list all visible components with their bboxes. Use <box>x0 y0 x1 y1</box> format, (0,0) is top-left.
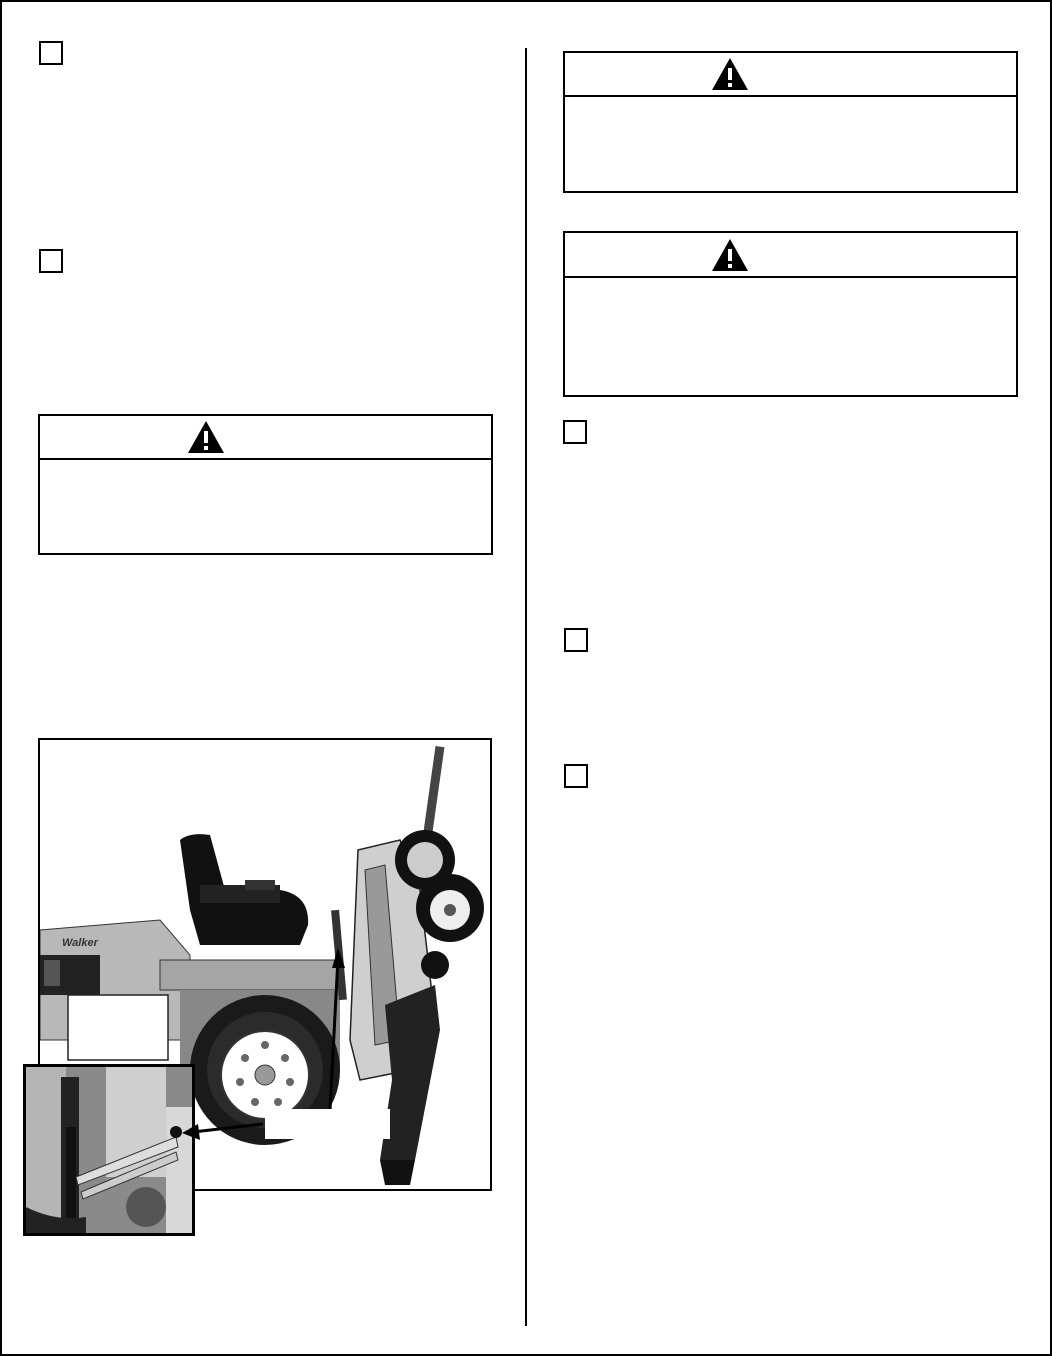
warning-icon <box>187 420 225 454</box>
warning-header <box>565 53 1016 97</box>
warning-icon <box>711 238 749 272</box>
warning-box-left <box>38 414 493 555</box>
inset-pointer-arrow <box>178 1114 268 1144</box>
inset-illustration <box>26 1067 192 1233</box>
inset-closeup-photo <box>23 1064 195 1236</box>
step-checkbox-5[interactable] <box>564 764 588 788</box>
step-checkbox-4[interactable] <box>564 628 588 652</box>
warning-box-right-1 <box>563 51 1018 193</box>
step-checkbox-3[interactable] <box>563 420 587 444</box>
step-checkbox-2[interactable] <box>39 249 63 273</box>
warning-header <box>565 233 1016 278</box>
brand-decal: Walker <box>62 937 98 949</box>
column-divider <box>525 48 527 1326</box>
step-checkbox-1[interactable] <box>39 41 63 65</box>
warning-box-right-2 <box>563 231 1018 397</box>
warning-icon <box>711 57 749 91</box>
warning-header <box>40 416 491 460</box>
